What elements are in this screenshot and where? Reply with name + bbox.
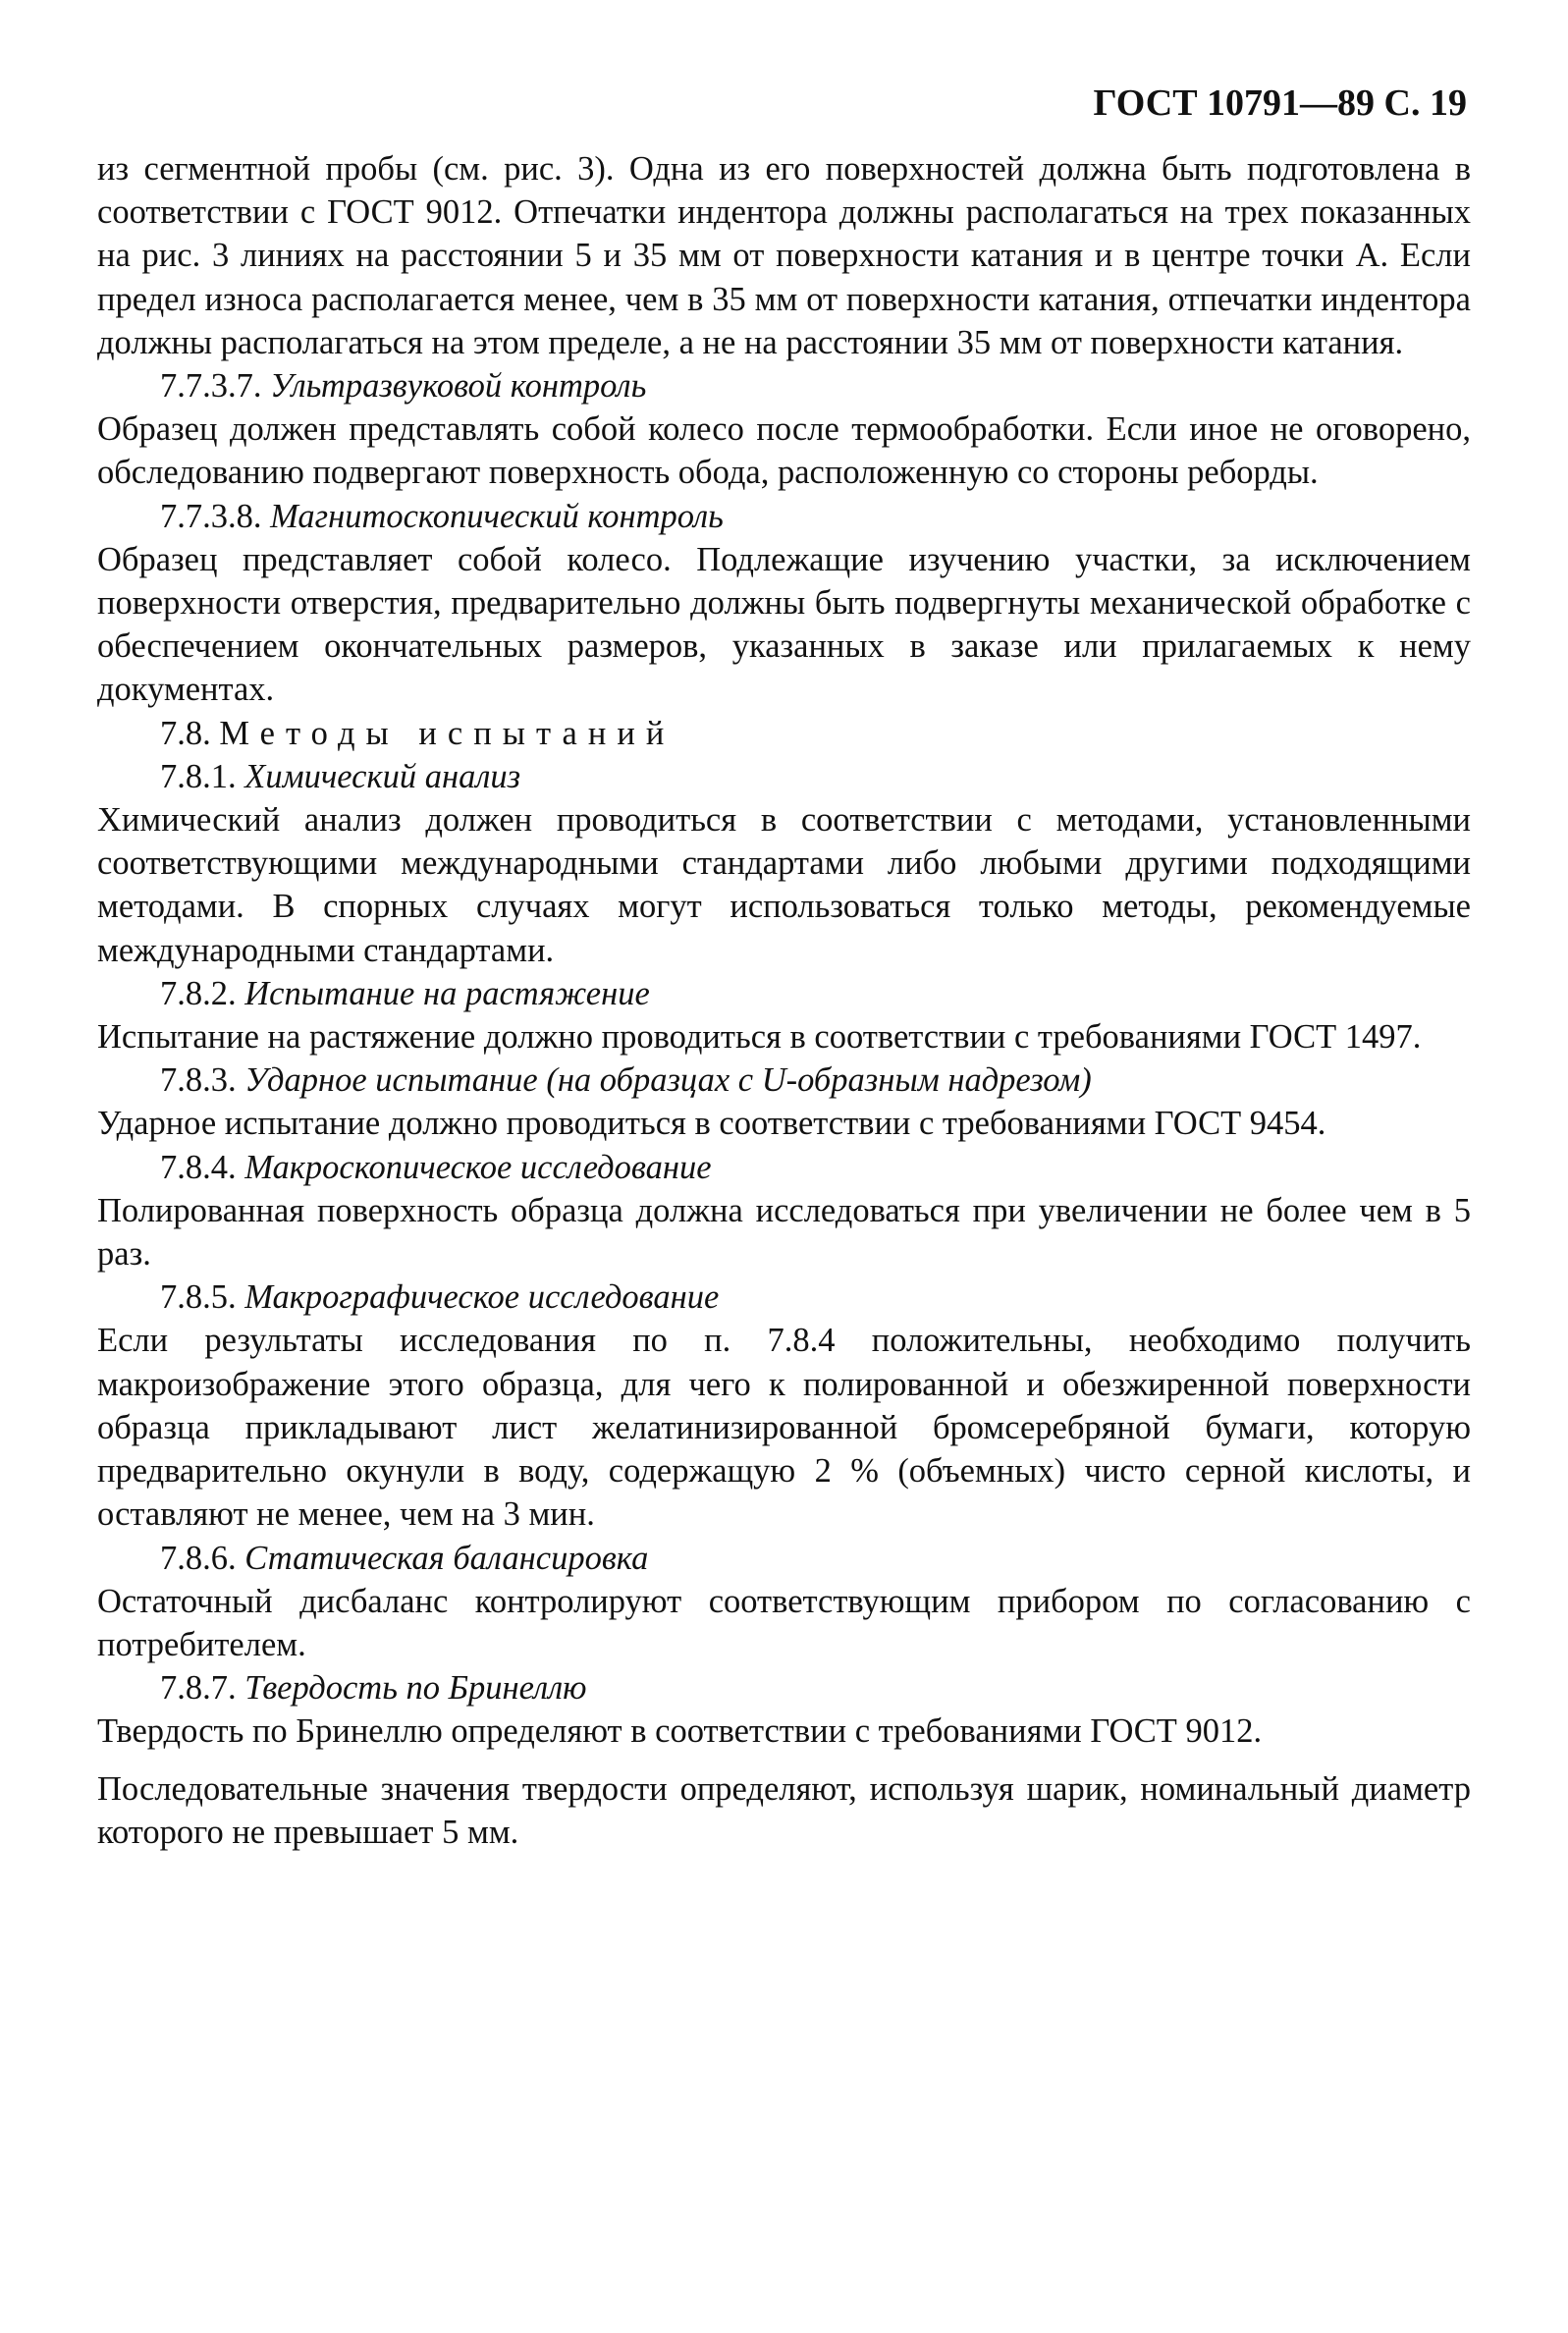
subsection-heading	[97, 972, 1471, 1015]
paragraph: Полированная поверхность образца должна исследоваться при увеличении не более чем в 5 раз.	[97, 1191, 1471, 1274]
subsection-heading	[97, 364, 1471, 407]
subsection-heading	[97, 755, 1471, 798]
subsection-heading	[97, 1275, 1471, 1319]
paragraph: Остаточный дисбаланс контролируют соответствующим прибором по согласованию с потребителем.	[97, 1582, 1471, 1663]
page-header: ГОСТ 10791—89 С. 19	[1093, 82, 1467, 124]
section-title: Ударное испытание (на образцах с U-образным надрезом)	[244, 1061, 1092, 1100]
section-title: Макроскопическое исследование	[244, 1148, 712, 1186]
document-body	[97, 147, 1471, 1854]
subsection-heading	[97, 1666, 1471, 1709]
paragraph: Если результаты исследования по п. 7.8.4 положительны, необходимо получить макроизображение этого образца, для чего к полированной и обезжиренной поверхности образца прикладывают лист желатинизированной бромсеребряной бумаги, которую предварительно окунули в воду, содержащую 2 % (объемных) чисто серной кислоты, и оставляют не менее, чем на 3 мин.	[97, 1322, 1471, 1534]
section-number: 7.8.	[160, 714, 211, 752]
paragraph: Ударное испытание должно проводиться в соответствии с требованиями ГОСТ 9454.	[97, 1105, 1326, 1143]
section-title: Методы испытаний	[219, 714, 676, 752]
section-number: 7.8.7.	[160, 1669, 237, 1708]
section-number: 7.8.3.	[160, 1061, 237, 1100]
subsection-heading	[97, 1537, 1471, 1580]
section-number: 7.8.6.	[160, 1539, 237, 1577]
section-number: 7.7.3.7.	[160, 367, 262, 406]
paragraph: Твердость по Бринеллю определяют в соответствии с требованиями ГОСТ 9012.	[97, 1712, 1263, 1751]
section-number: 7.8.4.	[160, 1148, 237, 1186]
section-title: Статическая балансировка	[244, 1539, 649, 1577]
section-title: Испытание на растяжение	[244, 974, 650, 1012]
section-number: 7.8.2.	[160, 974, 237, 1012]
paragraph: Образец должен представлять собой колесо после термообработки. Если иное не оговорено, обследованию подвергают поверхность обода, расположенную со стороны реборды.	[97, 410, 1471, 492]
subsection-heading	[97, 1146, 1471, 1189]
paragraph-gap	[97, 1754, 1471, 1767]
section-title: Химический анализ	[244, 757, 521, 795]
section-title: Ультразвуковой контроль	[270, 367, 647, 406]
section-number: 7.8.5.	[160, 1278, 237, 1317]
paragraph: Испытание на растяжение должно проводиться в соответствии с требованиями ГОСТ 1497.	[97, 1018, 1422, 1057]
paragraph: Последовательные значения твердости определяют, используя шарик, номинальный диаметр которого не превышает 5 мм.	[97, 1769, 1471, 1851]
subsection-heading	[97, 1058, 1471, 1102]
section-title: Макрографическое исследование	[244, 1278, 720, 1317]
section-heading	[97, 712, 1471, 755]
section-title: Магнитоскопический контроль	[270, 497, 724, 535]
paragraph: из сегментной пробы (см. рис. 3). Одна из его поверхностей должна быть подготовлена в соответствии с ГОСТ 9012. Отпечатки индентора должны располагаться на трех показанных на рис. 3 линиях на расстоянии 5 и 35 мм от поверхности катания и в центре точки А. Если предел износа располагается менее, чем в 35 мм от поверхности катания, отпечатки индентора должны располагаться на этом пределе, а не на расстоянии 35 мм от поверхности катания.	[97, 150, 1471, 361]
section-number: 7.7.3.8.	[160, 497, 262, 535]
section-title: Твердость по Бринеллю	[244, 1669, 587, 1708]
section-number: 7.8.1.	[160, 757, 237, 795]
paragraph: Химический анализ должен проводиться в соответствии с методами, установленными соответствующими международными стандартами либо любыми другими подходящими методами. В спорных случаях могут использоваться только методы, рекомендуемые международными стандартами.	[97, 801, 1471, 969]
paragraph: Образец представляет собой колесо. Подлежащие изучению участки, за исключением поверхности отверстия, предварительно должны быть подвергнуты механической обработке с обеспечением окончательных размеров, указанных в заказе или прилагаемых к нему документах.	[97, 540, 1471, 709]
subsection-heading	[97, 495, 1471, 538]
